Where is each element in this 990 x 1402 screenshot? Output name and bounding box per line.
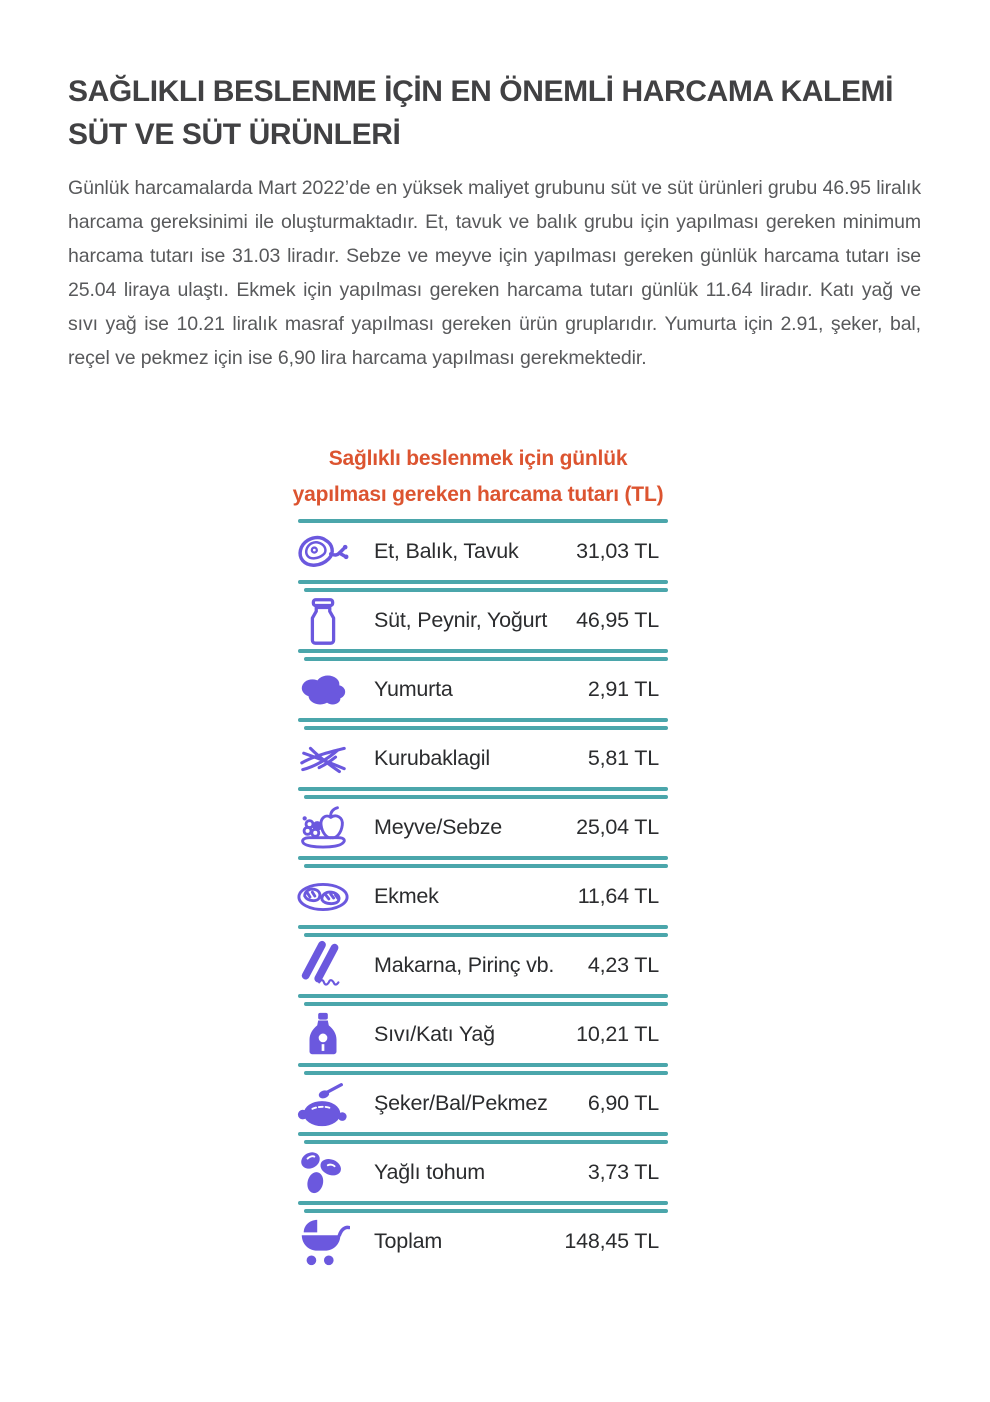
- row-icon: [284, 1008, 362, 1062]
- divider-rule: [304, 933, 668, 937]
- pasta-icon: [296, 939, 350, 993]
- row-label: Kurubaklagil: [374, 746, 490, 770]
- divider-rule: [304, 1140, 668, 1144]
- table-row: [284, 1213, 672, 1270]
- row-icon: [284, 1077, 362, 1131]
- divider-rule: [304, 795, 668, 799]
- row-value: 25,04 TL: [576, 815, 659, 839]
- row-value: 5,81 TL: [587, 746, 659, 770]
- row-value: 46,95 TL: [576, 608, 659, 632]
- row-label: Toplam: [374, 1229, 443, 1253]
- row-divider: [284, 787, 672, 799]
- chart-title-line-2: yapılması gereken harcama tutarı (TL): [292, 483, 664, 506]
- chart-title: [284, 441, 672, 513]
- article-title-line-2: SÜT VE SÜT ÜRÜNLERİ: [68, 118, 401, 151]
- divider-rule: [304, 1002, 668, 1006]
- row-divider: [284, 856, 672, 868]
- table-row: [284, 799, 672, 856]
- divider-rule: [298, 1063, 668, 1067]
- eggs-icon: [296, 663, 350, 717]
- divider-rule: [298, 1201, 668, 1205]
- row-label: Sıvı/Katı Yağ: [374, 1022, 495, 1046]
- table-row: [284, 1144, 672, 1201]
- cart-icon: [296, 1215, 350, 1269]
- divider-rule: [304, 726, 668, 730]
- row-value: 11,64 TL: [577, 884, 659, 908]
- row-value: 148,45 TL: [564, 1229, 659, 1253]
- fruit-icon: [296, 801, 350, 855]
- divider-rule: [298, 787, 668, 791]
- milk-bottle-icon: [296, 594, 350, 648]
- legumes-icon: [296, 732, 350, 786]
- article-title: [68, 70, 932, 156]
- row-divider: [284, 649, 672, 661]
- table-row: [284, 937, 672, 994]
- row-icon: [284, 1146, 362, 1200]
- row-icon: [284, 594, 362, 648]
- row-label: Yumurta: [374, 677, 453, 701]
- expense-table: [284, 519, 672, 1270]
- article-title-line-1: SAĞLIKLI BESLENME İÇİN EN ÖNEMLİ HARCAMA KALEMİ: [68, 75, 894, 108]
- row-value: 3,73 TL: [587, 1160, 659, 1184]
- row-divider: [284, 1201, 672, 1213]
- row-label: Süt, Peynir, Yoğurt: [374, 608, 548, 632]
- honey-pot-icon: [296, 1077, 350, 1131]
- table-row: [284, 661, 672, 718]
- row-icon: [284, 732, 362, 786]
- chart-title-line-1: Sağlıklı beslenmek için günlük: [328, 447, 628, 470]
- table-row: [284, 730, 672, 787]
- row-icon: [284, 663, 362, 717]
- row-label: Meyve/Sebze: [374, 815, 503, 839]
- row-divider: [284, 1132, 672, 1144]
- row-divider: [284, 718, 672, 730]
- row-label: Yağlı tohum: [374, 1160, 485, 1184]
- table-row: [284, 1006, 672, 1063]
- divider-rule: [304, 864, 668, 868]
- row-value: 4,23 TL: [587, 953, 659, 977]
- row-icon: [284, 801, 362, 855]
- divider-rule: [304, 1071, 668, 1075]
- bread-icon: [296, 870, 350, 924]
- row-value: 31,03 TL: [576, 539, 659, 563]
- meat-icon: [296, 525, 350, 579]
- row-divider: [284, 1063, 672, 1075]
- seeds-icon: [296, 1146, 350, 1200]
- divider-rule: [298, 1132, 668, 1136]
- article-intro-paragraph: Günlük harcamalarda Mart 2022’de en yüksek maliyet grubunu süt ve süt ürünleri grubu 46.95 liralık harcama gereksinimi ile oluşturmaktadır. Et, tavuk ve balık grubu için yapılması gereken minimum harcama tutarı ise 31.03 liradır. Sebze ve meyve için yapılması gereken günlük harcama tutarı ise 25.04 liraya ulaştı. Ekmek için yapılması gereken harcama tutarı günlük 11.64 liradır. Katı yağ ve sıvı yağ ise 10.21 liralık masraf yapılması gereken ürün gruplarıdır. Yumurta için 2.91, şeker, bal, reçel ve pekmez için ise 6,90 lira harcama yapılması gerekmektedir.: [68, 177, 921, 369]
- row-label: Et, Balık, Tavuk: [374, 539, 519, 563]
- divider-rule: [304, 588, 668, 592]
- row-icon: [284, 1215, 362, 1269]
- row-value: 2,91 TL: [587, 677, 659, 701]
- table-row: [284, 1075, 672, 1132]
- oil-bottle-icon: [296, 1008, 350, 1062]
- divider-rule: [298, 925, 668, 929]
- row-label: Ekmek: [374, 884, 439, 908]
- divider-rule: [298, 856, 668, 860]
- row-label: Şeker/Bal/Pekmez: [374, 1091, 548, 1115]
- row-value: 6,90 TL: [587, 1091, 659, 1115]
- row-icon: [284, 870, 362, 924]
- table-row: [284, 868, 672, 925]
- divider-rule: [298, 718, 668, 722]
- row-icon: [284, 525, 362, 579]
- row-divider: [284, 580, 672, 592]
- divider-rule: [298, 994, 668, 998]
- table-row: [284, 523, 672, 580]
- divider-rule: [298, 649, 668, 653]
- expense-table-rows: [284, 523, 672, 1270]
- divider-rule: [304, 657, 668, 661]
- row-label: Makarna, Pirinç vb.: [374, 953, 555, 977]
- table-row: [284, 592, 672, 649]
- row-value: 10,21 TL: [576, 1022, 659, 1046]
- divider-rule: [298, 580, 668, 584]
- row-icon: [284, 939, 362, 993]
- row-divider: [284, 994, 672, 1006]
- divider-rule: [304, 1209, 668, 1213]
- row-divider: [284, 925, 672, 937]
- expense-infographic: [284, 441, 672, 1270]
